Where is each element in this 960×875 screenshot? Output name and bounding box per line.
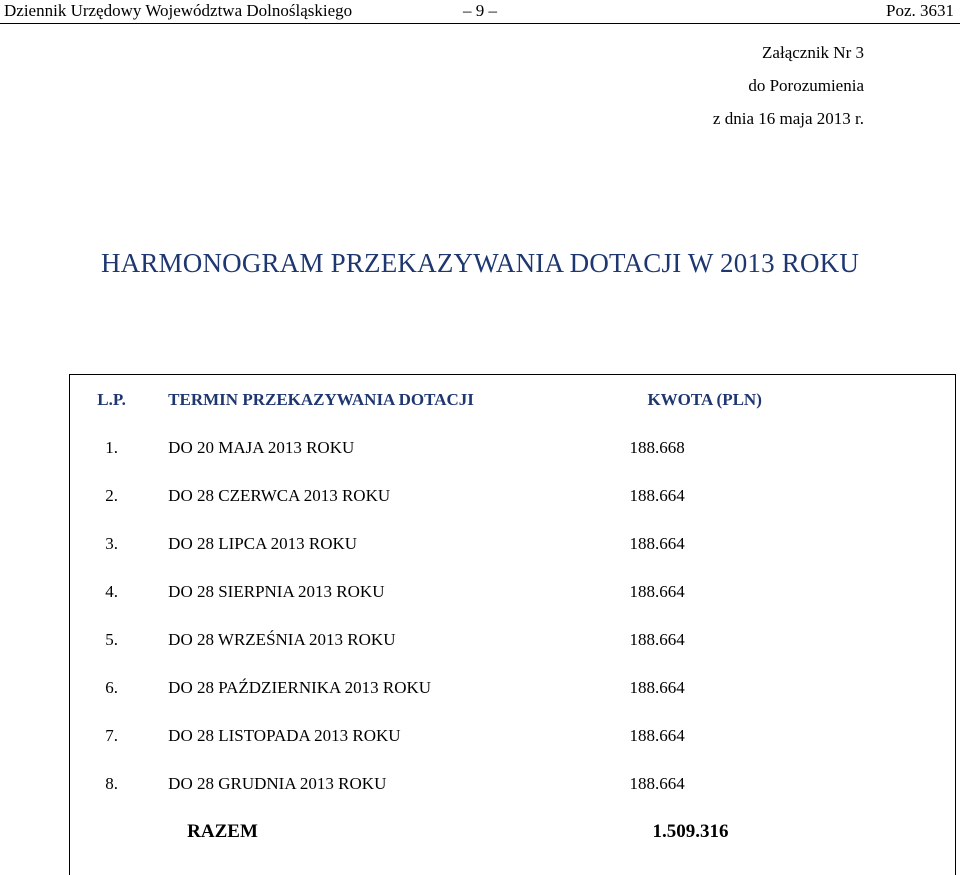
table-row <box>69 520 956 568</box>
row-term: DO 28 GRUDNIA 2013 ROKU <box>168 774 387 793</box>
header-term: TERMIN PRZEKAZYWANIA DOTACJI <box>168 389 474 409</box>
page-header <box>0 0 960 24</box>
row-term: DO 28 SIERPNIA 2013 ROKU <box>168 582 385 601</box>
document-title: HARMONOGRAM PRZEKAZYWANIA DOTACJI W 2013 ROKU <box>100 248 860 278</box>
row-term: DO 20 MAJA 2013 ROKU <box>168 438 355 457</box>
table-row <box>69 760 956 808</box>
header-lp: L.P. <box>97 389 126 409</box>
annex-reference: do Porozumienia <box>748 76 864 95</box>
annex-number: Załącznik Nr 3 <box>762 43 864 62</box>
row-amount: 188.664 <box>629 630 685 649</box>
row-amount: 188.664 <box>629 486 685 505</box>
row-amount: 188.668 <box>629 438 685 457</box>
row-amount: 188.664 <box>629 726 685 745</box>
header-rule <box>0 23 960 24</box>
total-lp-empty <box>69 808 154 856</box>
schedule-table <box>69 375 956 856</box>
journal-name: Dziennik Urzędowy Województwa Dolnośląskiego <box>4 1 353 20</box>
total-label: RAZEM <box>187 821 258 842</box>
table-row <box>69 424 956 472</box>
row-lp: 5. <box>105 630 118 649</box>
row-lp: 3. <box>105 534 118 553</box>
total-row <box>69 808 956 856</box>
row-amount: 188.664 <box>629 774 685 793</box>
row-amount: 188.664 <box>629 582 685 601</box>
table-row <box>69 712 956 760</box>
table-row <box>69 616 956 664</box>
row-lp: 2. <box>105 486 118 505</box>
table-row <box>69 472 956 520</box>
row-lp: 7. <box>105 726 118 745</box>
row-lp: 4. <box>105 582 118 601</box>
row-lp: 8. <box>105 774 118 793</box>
annex-date: z dnia 16 maja 2013 r. <box>712 109 864 128</box>
row-term: DO 28 LIPCA 2013 ROKU <box>168 534 358 553</box>
row-term: DO 28 WRZEŚNIA 2013 ROKU <box>168 630 396 649</box>
row-lp: 1. <box>105 438 118 457</box>
page-number: – 9 – <box>463 1 497 20</box>
row-term: DO 28 CZERWCA 2013 ROKU <box>168 486 391 505</box>
table-header-row <box>69 375 956 424</box>
total-amount: 1.509.316 <box>652 821 729 842</box>
annex-block <box>713 36 864 135</box>
row-term: DO 28 PAŹDZIERNIKA 2013 ROKU <box>168 678 432 697</box>
table-row <box>69 664 956 712</box>
row-amount: 188.664 <box>629 534 685 553</box>
row-lp: 6. <box>105 678 118 697</box>
row-amount: 188.664 <box>629 678 685 697</box>
header-amount: KWOTA (PLN) <box>647 389 762 409</box>
row-term: DO 28 LISTOPADA 2013 ROKU <box>168 726 401 745</box>
position-number: Poz. 3631 <box>886 1 954 20</box>
table-row <box>69 568 956 616</box>
